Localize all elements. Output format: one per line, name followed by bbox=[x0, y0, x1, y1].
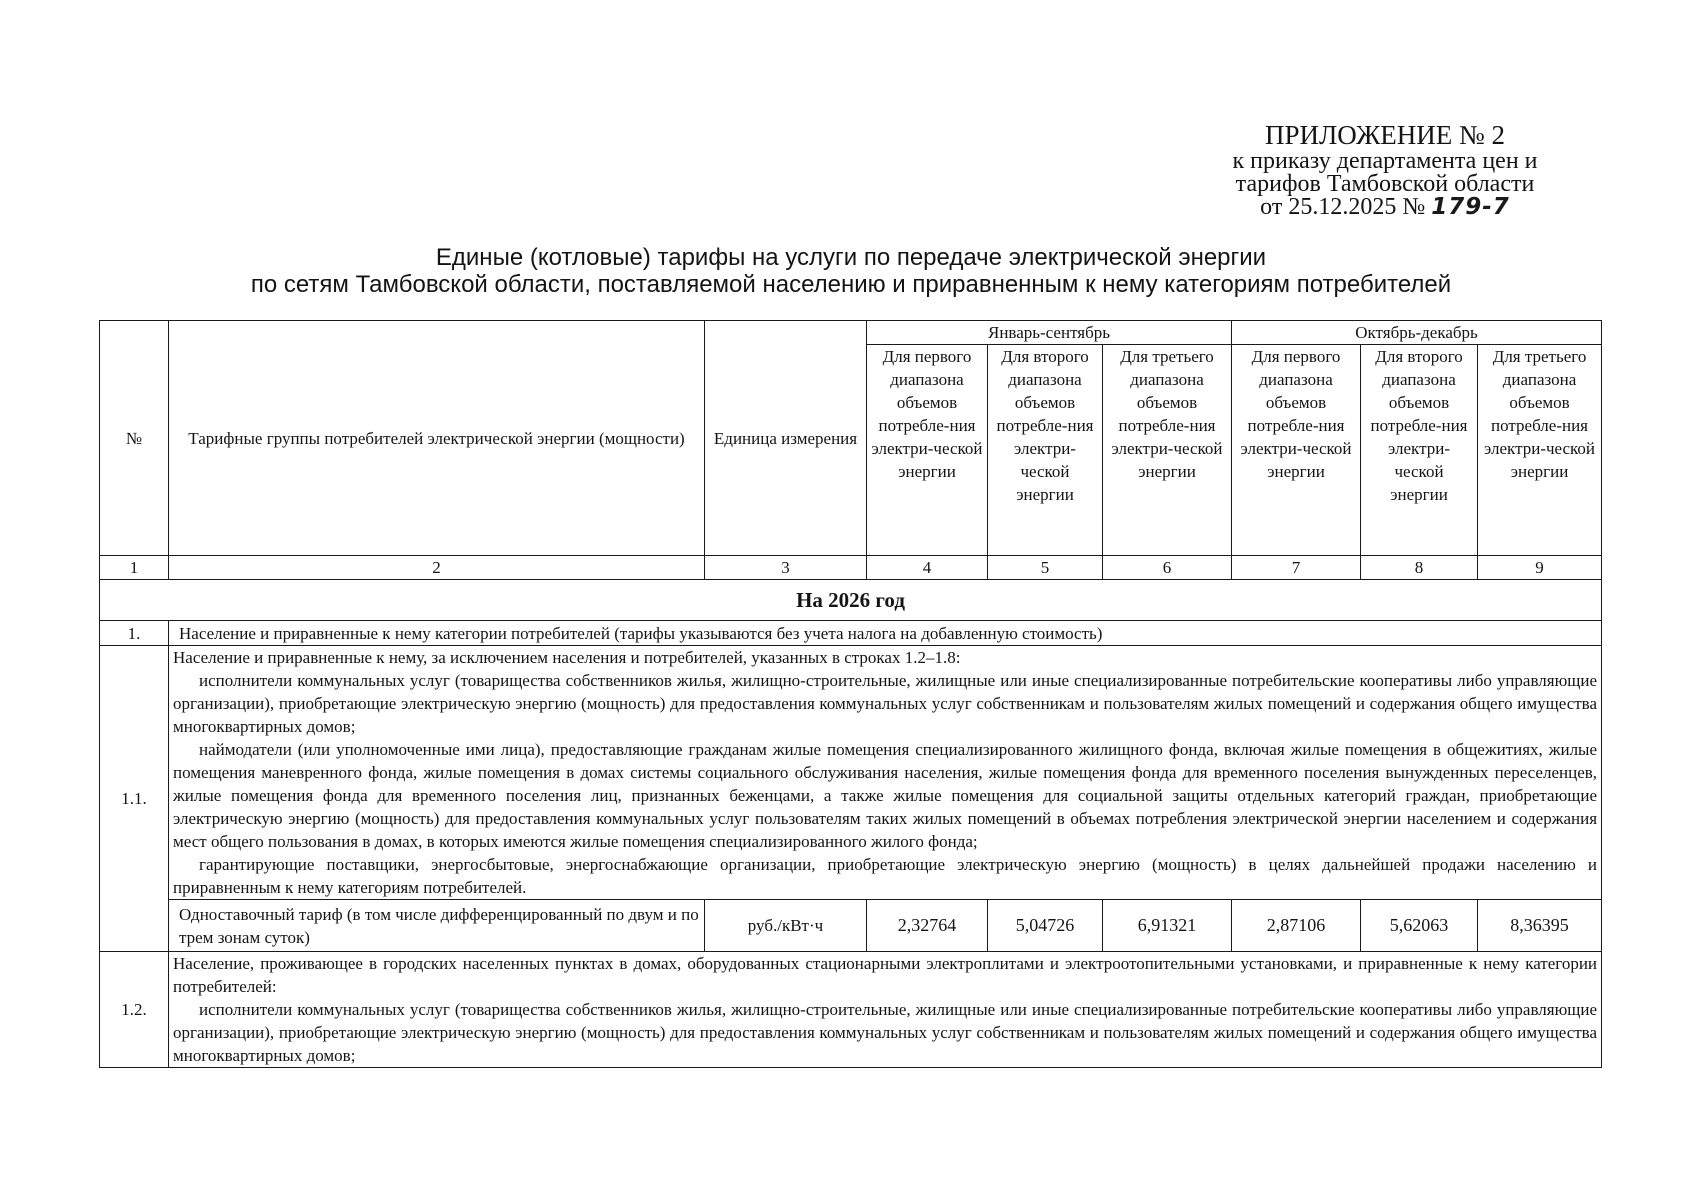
row-1-1-num: 1.1. bbox=[100, 646, 169, 952]
section-1-num: 1. bbox=[100, 621, 169, 646]
title-line-1: Единые (котловые) тарифы на услуги по передаче электрической энергии bbox=[435, 244, 1267, 271]
column-number: 3 bbox=[705, 556, 867, 580]
row-1-1-paragraph: наймодатели (или уполномоченные ими лица), предоставляющие гражданам жилые помещения специализированного жилищного фонда, включая жилые помещения в общежитиях, жилые помещения маневренного фонда, жилые помещения в домах системы социального обслуживания населения, жилые помещения фонда для временного поселения вынужденных переселенцев, жилые помещения фонда для временного поселения лиц, признанных беженцами, а также жилые помещения для социальной защиты отдельных категорий граждан, приобретающие электрическую энергию (мощность) для предоставления коммунальных услуг пользователям таких жилых помещений в объемах потребления электрической энергии населением и содержания мест общего пользования в домах, в которых имеются жилые помещения специализированного жилого фонда; bbox=[173, 740, 1598, 851]
appendix-order-number: 179-7 bbox=[1431, 194, 1510, 220]
year-title: На 2026 год bbox=[100, 580, 1602, 621]
header-range-3-p2: Для третьего диапазона объемов потребле-ния электри-ческой энергии bbox=[1478, 345, 1602, 556]
column-number: 9 bbox=[1478, 556, 1602, 580]
header-period-oct-dec: Октябрь-декабрь bbox=[1232, 321, 1602, 345]
section-1-row bbox=[100, 621, 1602, 646]
appendix-date: от 25.12.2025 № bbox=[1260, 194, 1426, 220]
row-1-2-num: 1.2. bbox=[100, 952, 169, 1068]
header-num: № bbox=[100, 321, 169, 556]
row-1-1-paragraph: исполнители коммунальных услуг (товарищества собственников жилья, жилищно-строительные, жилищные или иные специализированные потребительские кооперативы либо управляющие организации), приобретающие электрическую энергию (мощность) для предоставления коммунальных услуг собственникам и пользователям жилых помещений и содержания общего имущества многоквартирных домов; bbox=[173, 671, 1598, 736]
row-1-2-paragraph: Население, проживающее в городских населенных пунктах в домах, оборудованных стационарными электроплитами и электроотопительными установками, и приравненные к нему категории потребителей: bbox=[173, 954, 1598, 996]
header-range-2-p2: Для второго диапазона объемов потребле-ния электри-ческой энергии bbox=[1361, 345, 1478, 556]
column-number: 1 bbox=[100, 556, 169, 580]
tariff-value: 8,36395 bbox=[1478, 900, 1602, 952]
header-unit: Единица измерения bbox=[705, 321, 867, 556]
tariff-value: 2,87106 bbox=[1232, 900, 1361, 952]
title-line-2: по сетям Тамбовской области, поставляемой населению и приравненным к нему категориям потребителей bbox=[250, 271, 1452, 298]
row-1-1-text bbox=[169, 646, 1602, 900]
row-1-2-paragraph: исполнители коммунальных услуг (товарищества собственников жилья, жилищно-строительные, жилищные или иные специализированные потребительские кооперативы либо управляющие организации), приобретающие электрическую энергию (мощность) для предоставления коммунальных услуг собственникам и пользователям жилых помещений и содержания общего имущества многоквартирных домов; bbox=[173, 1000, 1598, 1065]
appendix-line-1: к приказу департамента цен и bbox=[1232, 148, 1538, 174]
column-number: 7 bbox=[1232, 556, 1361, 580]
header-period-jan-sep: Январь-сентябрь bbox=[867, 321, 1232, 345]
column-number-row bbox=[100, 556, 1602, 580]
section-1-text: Население и приравненные к нему категории потребителей (тарифы указываются без учета налога на добавленную стоимость) bbox=[169, 621, 1602, 646]
tariff-value: 2,32764 bbox=[867, 900, 988, 952]
appendix-title: ПРИЛОЖЕНИЕ № 2 bbox=[1264, 120, 1506, 150]
row-1-1-paragraph: гарантирующие поставщики, энергосбытовые, энергоснабжающие организации, приобретающие электрическую энергию (мощность) в целях дальнейшей продажи населению и приравненным к нему категориям потребителей. bbox=[173, 855, 1598, 897]
tariff-table bbox=[99, 320, 1602, 1068]
header-range-3-p1: Для третьего диапазона объемов потребле-ния электри-ческой энергии bbox=[1103, 345, 1232, 556]
row-1-1-tariff bbox=[100, 900, 1602, 952]
appendix-line-2: тарифов Тамбовской области bbox=[1235, 171, 1535, 197]
row-1-2-description bbox=[100, 952, 1602, 1068]
column-number: 5 bbox=[988, 556, 1103, 580]
header-range-1-p1: Для первого диапазона объемов потребле-ния электри-ческой энергии bbox=[867, 345, 988, 556]
header-tariff-groups: Тарифные группы потребителей электрической энергии (мощности) bbox=[169, 321, 705, 556]
header-row-periods bbox=[100, 321, 1602, 345]
appendix-date-line bbox=[1150, 196, 1620, 219]
header-range-2-p1: Для второго диапазона объемов потребле-ния электри-ческой энергии bbox=[988, 345, 1103, 556]
row-1-1-description bbox=[100, 646, 1602, 900]
column-number: 8 bbox=[1361, 556, 1478, 580]
tariff-value: 6,91321 bbox=[1103, 900, 1232, 952]
tariff-value: 5,62063 bbox=[1361, 900, 1478, 952]
header-range-1-p2: Для первого диапазона объемов потребле-ния электри-ческой энергии bbox=[1232, 345, 1361, 556]
column-number: 6 bbox=[1103, 556, 1232, 580]
column-number: 4 bbox=[867, 556, 988, 580]
row-1-2-text bbox=[169, 952, 1602, 1068]
column-number: 2 bbox=[169, 556, 705, 580]
tariff-unit: руб./кВт·ч bbox=[705, 900, 867, 952]
year-row bbox=[100, 580, 1602, 621]
tariff-label: Одноставочный тариф (в том числе дифференцированный по двум и по трем зонам суток) bbox=[169, 900, 705, 952]
appendix-header bbox=[1150, 120, 1620, 219]
row-1-1-paragraph: Население и приравненные к нему, за исключением населения и потребителей, указанных в строках 1.2–1.8: bbox=[173, 648, 961, 667]
tariff-value: 5,04726 bbox=[988, 900, 1103, 952]
document-title bbox=[96, 244, 1606, 298]
